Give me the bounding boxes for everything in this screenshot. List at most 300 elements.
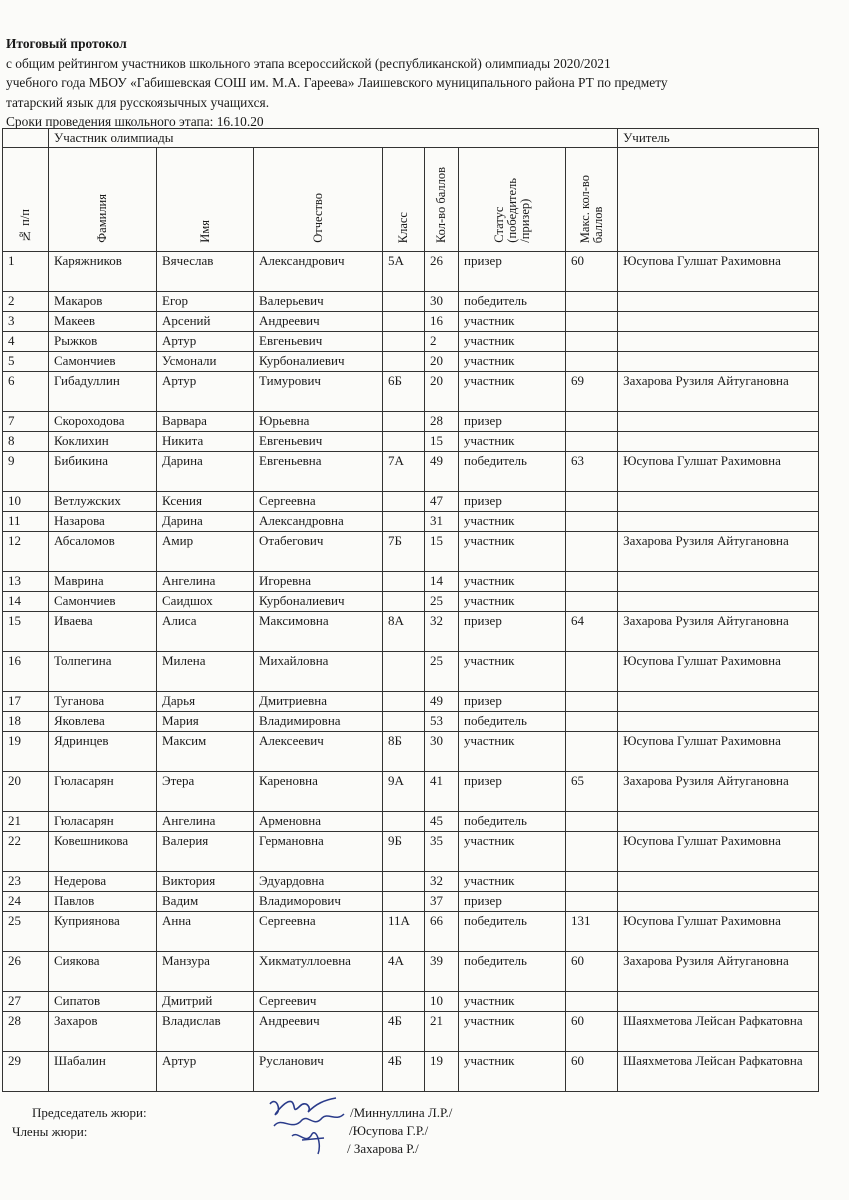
table-group-header	[3, 129, 819, 148]
cell-max	[566, 592, 618, 612]
cell-max	[566, 532, 618, 572]
cell-num: 18	[3, 712, 49, 732]
cell-status: призер	[459, 892, 566, 912]
cell-class	[383, 332, 425, 352]
cell-score: 45	[425, 812, 459, 832]
cell-teacher: Юсупова Гулшат Рахимовна	[618, 732, 819, 772]
cell-max	[566, 872, 618, 892]
cell-teacher	[618, 572, 819, 592]
cell-teacher	[618, 292, 819, 312]
cell-patronymic: Дмитриевна	[254, 692, 383, 712]
cell-status: победитель	[459, 952, 566, 992]
cell-patronymic: Владимировна	[254, 712, 383, 732]
cell-name: Амир	[157, 532, 254, 572]
table-row	[3, 832, 819, 872]
cell-name: Дарина	[157, 452, 254, 492]
cell-score: 26	[425, 252, 459, 292]
cell-name: Дарья	[157, 692, 254, 712]
cell-patronymic: Сергеевич	[254, 992, 383, 1012]
cell-patronymic: Курбоналиевич	[254, 592, 383, 612]
cell-score: 20	[425, 372, 459, 412]
cell-class	[383, 712, 425, 732]
cell-teacher: Юсупова Гулшат Рахимовна	[618, 832, 819, 872]
table-row	[3, 712, 819, 732]
header-line-1: с общим рейтингом участников школьного этапа всероссийской (республиканской) олимпиады 2020/2021	[6, 55, 611, 71]
cell-class: 9Б	[383, 832, 425, 872]
cell-max: 60	[566, 1052, 618, 1092]
cell-class	[383, 512, 425, 532]
table-row	[3, 432, 819, 452]
group-teacher-header: Учитель	[618, 129, 819, 148]
jury-member-1: /Юсупова Г.Р./	[349, 1123, 429, 1138]
cell-num: 9	[3, 452, 49, 492]
cell-class	[383, 352, 425, 372]
cell-patronymic: Алексеевич	[254, 732, 383, 772]
cell-surname: Каряжников	[49, 252, 157, 292]
table-row	[3, 652, 819, 692]
cell-max	[566, 512, 618, 532]
cell-score: 15	[425, 532, 459, 572]
cell-name: Мария	[157, 712, 254, 732]
cell-score: 41	[425, 772, 459, 812]
cell-name: Саидшох	[157, 592, 254, 612]
cell-status: победитель	[459, 812, 566, 832]
cell-name: Дмитрий	[157, 992, 254, 1012]
table-row	[3, 692, 819, 712]
cell-score: 10	[425, 992, 459, 1012]
cell-teacher	[618, 312, 819, 332]
cell-num: 26	[3, 952, 49, 992]
cell-score: 47	[425, 492, 459, 512]
cell-teacher	[618, 512, 819, 532]
cell-max: 60	[566, 952, 618, 992]
cell-status: участник	[459, 332, 566, 352]
cell-num: 5	[3, 352, 49, 372]
cell-class: 4Б	[383, 1012, 425, 1052]
cell-class: 8Б	[383, 732, 425, 772]
cell-status: участник	[459, 732, 566, 772]
table-row	[3, 732, 819, 772]
cell-teacher	[618, 492, 819, 512]
col-num-header: № п/п	[3, 148, 49, 252]
cell-patronymic: Хикматуллоевна	[254, 952, 383, 992]
cell-max	[566, 892, 618, 912]
cell-class: 4Б	[383, 1052, 425, 1092]
cell-status: участник	[459, 512, 566, 532]
cell-score: 25	[425, 652, 459, 692]
cell-patronymic: Эдуардовна	[254, 872, 383, 892]
table-row	[3, 912, 819, 952]
cell-teacher: Юсупова Гулшат Рахимовна	[618, 252, 819, 292]
cell-score: 35	[425, 832, 459, 872]
cell-teacher	[618, 592, 819, 612]
cell-score: 21	[425, 1012, 459, 1052]
cell-teacher: Юсупова Гулшат Рахимовна	[618, 652, 819, 692]
cell-teacher	[618, 412, 819, 432]
cell-surname: Макаров	[49, 292, 157, 312]
cell-teacher	[618, 812, 819, 832]
cell-patronymic: Владиморович	[254, 892, 383, 912]
cell-teacher	[618, 992, 819, 1012]
cell-surname: Самончиев	[49, 592, 157, 612]
cell-max: 65	[566, 772, 618, 812]
cell-score: 25	[425, 592, 459, 612]
cell-score: 16	[425, 312, 459, 332]
cell-max: 131	[566, 912, 618, 952]
cell-num: 15	[3, 612, 49, 652]
table-row	[3, 592, 819, 612]
jury-section	[0, 1098, 849, 1168]
cell-patronymic: Германовна	[254, 832, 383, 872]
cell-teacher: Захарова Рузиля Айтугановна	[618, 612, 819, 652]
cell-status: призер	[459, 412, 566, 432]
cell-name: Валерия	[157, 832, 254, 872]
cell-max	[566, 732, 618, 772]
cell-status: победитель	[459, 712, 566, 732]
table-row	[3, 292, 819, 312]
cell-status: участник	[459, 372, 566, 412]
cell-score: 14	[425, 572, 459, 592]
cell-status: участник	[459, 1012, 566, 1052]
cell-num: 13	[3, 572, 49, 592]
cell-num: 10	[3, 492, 49, 512]
cell-max	[566, 812, 618, 832]
cell-score: 49	[425, 452, 459, 492]
cell-surname: Макеев	[49, 312, 157, 332]
cell-patronymic: Кареновна	[254, 772, 383, 812]
cell-status: призер	[459, 772, 566, 812]
cell-name: Алиса	[157, 612, 254, 652]
cell-num: 22	[3, 832, 49, 872]
cell-score: 39	[425, 952, 459, 992]
cell-name: Ангелина	[157, 572, 254, 592]
cell-status: участник	[459, 532, 566, 572]
cell-teacher: Захарова Рузиля Айтугановна	[618, 372, 819, 412]
cell-surname: Скороходова	[49, 412, 157, 432]
cell-name: Артур	[157, 332, 254, 352]
cell-teacher: Юсупова Гулшат Рахимовна	[618, 912, 819, 952]
jury-chair-label: Председатель жюри:	[32, 1105, 147, 1120]
cell-name: Ксения	[157, 492, 254, 512]
cell-teacher	[618, 712, 819, 732]
cell-num: 19	[3, 732, 49, 772]
cell-patronymic: Валерьевич	[254, 292, 383, 312]
cell-max	[566, 312, 618, 332]
cell-patronymic: Александровна	[254, 512, 383, 532]
cell-class: 8А	[383, 612, 425, 652]
cell-score: 2	[425, 332, 459, 352]
cell-num: 29	[3, 1052, 49, 1092]
cell-num: 28	[3, 1012, 49, 1052]
cell-name: Артур	[157, 1052, 254, 1092]
cell-max	[566, 652, 618, 692]
cell-score: 15	[425, 432, 459, 452]
col-score-header: Кол-во баллов	[425, 148, 459, 252]
table-row	[3, 772, 819, 812]
cell-score: 66	[425, 912, 459, 952]
cell-status: участник	[459, 872, 566, 892]
cell-num: 14	[3, 592, 49, 612]
table-row	[3, 252, 819, 292]
cell-patronymic: Игоревна	[254, 572, 383, 592]
cell-class	[383, 812, 425, 832]
cell-status: участник	[459, 432, 566, 452]
cell-surname: Ветлужских	[49, 492, 157, 512]
cell-name: Ангелина	[157, 812, 254, 832]
cell-name: Манзура	[157, 952, 254, 992]
cell-status: участник	[459, 652, 566, 692]
table-row	[3, 892, 819, 912]
cell-patronymic: Курбоналиевич	[254, 352, 383, 372]
cell-num: 2	[3, 292, 49, 312]
cell-max	[566, 292, 618, 312]
table-row	[3, 1012, 819, 1052]
cell-teacher	[618, 332, 819, 352]
cell-num: 3	[3, 312, 49, 332]
cell-max	[566, 332, 618, 352]
cell-num: 6	[3, 372, 49, 412]
cell-patronymic: Юрьевна	[254, 412, 383, 432]
cell-status: призер	[459, 252, 566, 292]
cell-surname: Шабалин	[49, 1052, 157, 1092]
cell-class	[383, 692, 425, 712]
cell-score: 19	[425, 1052, 459, 1092]
cell-name: Этера	[157, 772, 254, 812]
cell-class: 7А	[383, 452, 425, 492]
cell-max	[566, 692, 618, 712]
cell-name: Милена	[157, 652, 254, 692]
table-row	[3, 992, 819, 1012]
cell-num: 25	[3, 912, 49, 952]
cell-class	[383, 312, 425, 332]
cell-name: Никита	[157, 432, 254, 452]
cell-max	[566, 412, 618, 432]
cell-teacher: Юсупова Гулшат Рахимовна	[618, 452, 819, 492]
cell-status: участник	[459, 312, 566, 332]
cell-teacher	[618, 432, 819, 452]
cell-class: 5А	[383, 252, 425, 292]
col-status-header: Статус (победитель /призер)	[459, 148, 566, 252]
table-body	[3, 252, 819, 1092]
table-row	[3, 572, 819, 592]
table-row	[3, 312, 819, 332]
jury-chair-name: /Миннуллина Л.Р./	[350, 1105, 453, 1120]
table-row	[3, 872, 819, 892]
cell-max	[566, 352, 618, 372]
cell-class	[383, 412, 425, 432]
results-table	[2, 128, 819, 1092]
cell-surname: Бибикина	[49, 452, 157, 492]
col-max-header: Макс. кол-во баллов	[566, 148, 618, 252]
col-surname-header: Фамилия	[49, 148, 157, 252]
cell-teacher	[618, 692, 819, 712]
cell-max	[566, 572, 618, 592]
cell-name: Максим	[157, 732, 254, 772]
table-row	[3, 412, 819, 432]
cell-surname: Толпегина	[49, 652, 157, 692]
cell-num: 21	[3, 812, 49, 832]
cell-class: 7Б	[383, 532, 425, 572]
cell-surname: Иваева	[49, 612, 157, 652]
cell-teacher: Захарова Рузиля Айтугановна	[618, 532, 819, 572]
cell-surname: Павлов	[49, 892, 157, 912]
cell-status: победитель	[459, 912, 566, 952]
cell-score: 32	[425, 612, 459, 652]
cell-status: участник	[459, 1052, 566, 1092]
cell-num: 12	[3, 532, 49, 572]
cell-surname: Абсаломов	[49, 532, 157, 572]
cell-status: участник	[459, 352, 566, 372]
col-class-header: Класс	[383, 148, 425, 252]
col-teacher-header	[618, 148, 819, 252]
cell-patronymic: Русланович	[254, 1052, 383, 1092]
table-row	[3, 352, 819, 372]
cell-patronymic: Андреевич	[254, 1012, 383, 1052]
cell-patronymic: Максимовна	[254, 612, 383, 652]
cell-class	[383, 592, 425, 612]
cell-num: 20	[3, 772, 49, 812]
cell-teacher: Шаяхметова Лейсан Рафкатовна	[618, 1012, 819, 1052]
jury-members-label: Члены жюри:	[12, 1124, 88, 1139]
cell-teacher: Захарова Рузиля Айтугановна	[618, 772, 819, 812]
cell-status: победитель	[459, 292, 566, 312]
cell-num: 27	[3, 992, 49, 1012]
cell-patronymic: Отабегович	[254, 532, 383, 572]
jury-member-2: / Захарова Р./	[347, 1141, 419, 1156]
cell-teacher	[618, 892, 819, 912]
cell-score: 20	[425, 352, 459, 372]
cell-patronymic: Евгеньевич	[254, 332, 383, 352]
cell-status: призер	[459, 612, 566, 652]
table-row	[3, 452, 819, 492]
cell-class	[383, 572, 425, 592]
cell-teacher: Шаяхметова Лейсан Рафкатовна	[618, 1052, 819, 1092]
group-participant-header: Участник олимпиады	[49, 129, 618, 148]
cell-class: 4А	[383, 952, 425, 992]
cell-surname: Гюласарян	[49, 772, 157, 812]
cell-patronymic: Андреевич	[254, 312, 383, 332]
cell-name: Владислав	[157, 1012, 254, 1052]
cell-score: 49	[425, 692, 459, 712]
cell-name: Артур	[157, 372, 254, 412]
cell-surname: Куприянова	[49, 912, 157, 952]
col-patronymic-header: Отчество	[254, 148, 383, 252]
cell-class	[383, 432, 425, 452]
cell-num: 17	[3, 692, 49, 712]
cell-num: 24	[3, 892, 49, 912]
cell-patronymic: Михайловна	[254, 652, 383, 692]
cell-class	[383, 652, 425, 692]
cell-name: Вадим	[157, 892, 254, 912]
cell-patronymic: Евгеньевна	[254, 452, 383, 492]
cell-num: 11	[3, 512, 49, 532]
cell-status: победитель	[459, 452, 566, 492]
cell-name: Усмонали	[157, 352, 254, 372]
cell-status: участник	[459, 592, 566, 612]
cell-num: 8	[3, 432, 49, 452]
cell-num: 23	[3, 872, 49, 892]
cell-max: 64	[566, 612, 618, 652]
table-row	[3, 612, 819, 652]
cell-patronymic: Александрович	[254, 252, 383, 292]
cell-name: Анна	[157, 912, 254, 952]
cell-status: призер	[459, 492, 566, 512]
cell-num: 4	[3, 332, 49, 352]
cell-surname: Сипатов	[49, 992, 157, 1012]
cell-surname: Рыжков	[49, 332, 157, 352]
cell-max: 63	[566, 452, 618, 492]
cell-teacher	[618, 872, 819, 892]
cell-num: 16	[3, 652, 49, 692]
cell-max: 60	[566, 1012, 618, 1052]
table-row	[3, 812, 819, 832]
cell-surname: Гюласарян	[49, 812, 157, 832]
cell-max	[566, 432, 618, 452]
cell-patronymic: Сергеевна	[254, 912, 383, 952]
cell-score: 30	[425, 292, 459, 312]
cell-status: участник	[459, 572, 566, 592]
cell-patronymic: Евгеньевич	[254, 432, 383, 452]
cell-name: Дарина	[157, 512, 254, 532]
cell-score: 32	[425, 872, 459, 892]
cell-surname: Ковешникова	[49, 832, 157, 872]
protocol-header	[6, 34, 826, 132]
cell-surname: Самончиев	[49, 352, 157, 372]
cell-class	[383, 992, 425, 1012]
table-row	[3, 1052, 819, 1092]
cell-patronymic: Арменовна	[254, 812, 383, 832]
table-row	[3, 332, 819, 352]
cell-class	[383, 492, 425, 512]
table-row	[3, 512, 819, 532]
cell-max	[566, 712, 618, 732]
table-row	[3, 492, 819, 512]
cell-class	[383, 892, 425, 912]
protocol-title: Итоговый протокол	[6, 36, 127, 51]
cell-status: участник	[459, 832, 566, 872]
cell-num: 1	[3, 252, 49, 292]
cell-class	[383, 292, 425, 312]
cell-class: 11А	[383, 912, 425, 952]
cell-max	[566, 992, 618, 1012]
cell-teacher	[618, 352, 819, 372]
table-row	[3, 952, 819, 992]
table-row	[3, 532, 819, 572]
cell-max	[566, 832, 618, 872]
cell-class: 6Б	[383, 372, 425, 412]
cell-teacher: Захарова Рузиля Айтугановна	[618, 952, 819, 992]
cell-max: 69	[566, 372, 618, 412]
cell-score: 30	[425, 732, 459, 772]
cell-num: 7	[3, 412, 49, 432]
header-line-2: учебного года МБОУ «Габишевская СОШ им. М.А. Гареева» Лаишевского муниципального района РТ по предмету	[6, 75, 668, 90]
cell-score: 53	[425, 712, 459, 732]
cell-class: 9А	[383, 772, 425, 812]
cell-status: призер	[459, 692, 566, 712]
cell-surname: Маврина	[49, 572, 157, 592]
cell-name: Варвара	[157, 412, 254, 432]
cell-surname: Недерова	[49, 872, 157, 892]
cell-max: 60	[566, 252, 618, 292]
cell-name: Вячеслав	[157, 252, 254, 292]
cell-surname: Коклихин	[49, 432, 157, 452]
cell-surname: Назарова	[49, 512, 157, 532]
header-line-3: татарский язык для русскоязычных учащихся.	[6, 94, 270, 110]
cell-patronymic: Тимурович	[254, 372, 383, 412]
col-name-header: Имя	[157, 148, 254, 252]
cell-score: 31	[425, 512, 459, 532]
header-line-4: Сроки проведения школьного этапа: 16.10.20	[6, 114, 264, 129]
